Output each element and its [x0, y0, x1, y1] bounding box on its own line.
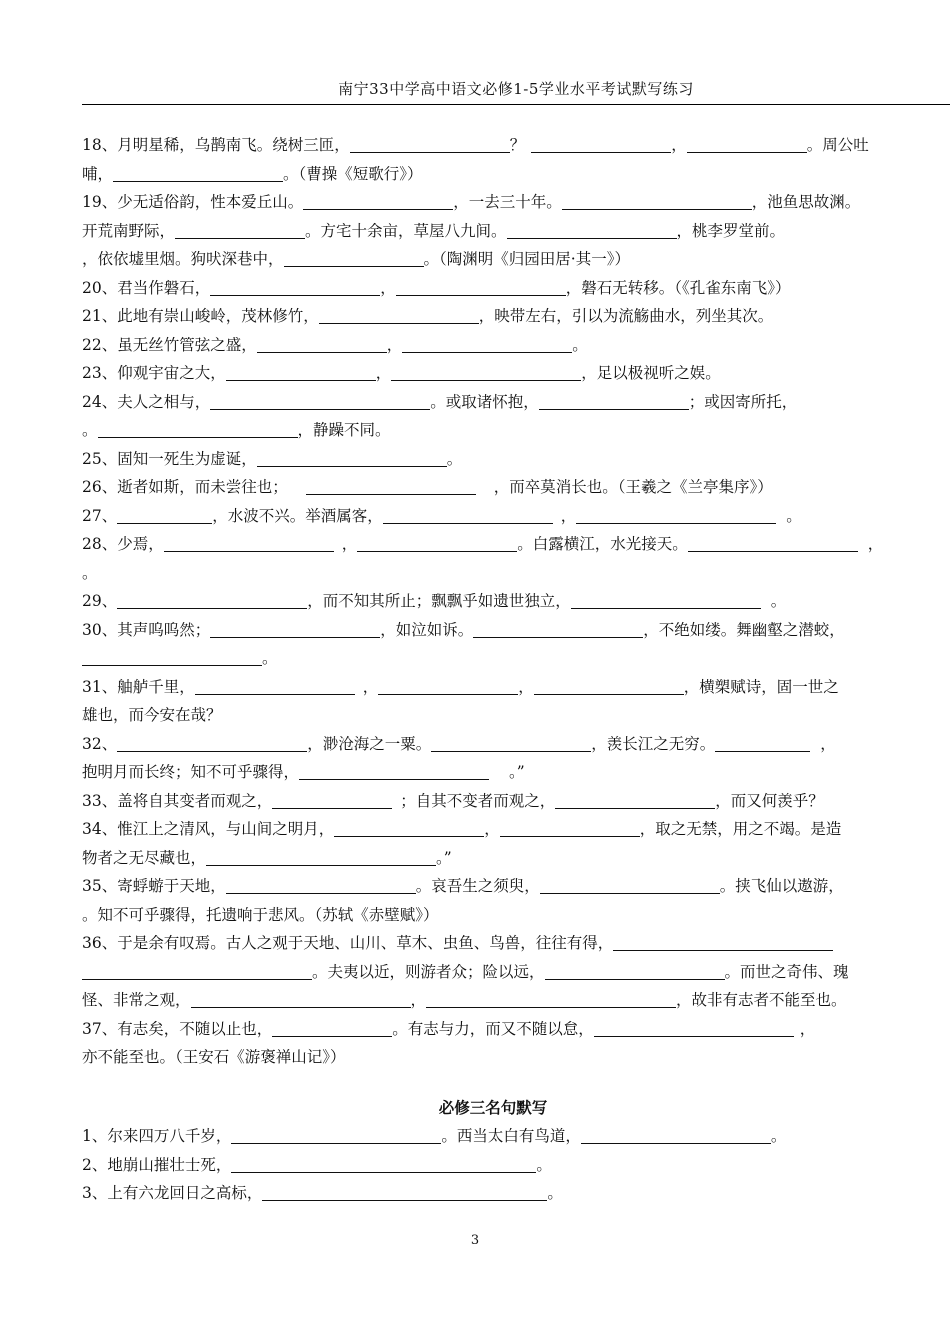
answer-blank[interactable] — [507, 220, 677, 239]
answer-blank[interactable] — [545, 961, 725, 980]
answer-blank[interactable] — [98, 419, 298, 438]
answer-blank[interactable] — [391, 362, 581, 381]
exercise-line — [82, 559, 904, 588]
line-text: ， — [867, 535, 884, 553]
line-text: ， — [410, 991, 427, 1009]
answer-blank[interactable] — [500, 818, 640, 837]
line-text: 23、仰观宇宙之大， — [82, 364, 226, 382]
line-text: 。知不可乎骤得，托遗响于悲风。（苏轼《赤壁赋》） — [82, 905, 439, 924]
answer-blank[interactable] — [357, 533, 517, 552]
line-text: 。方宅十余亩，草屋八九间。 — [305, 221, 507, 240]
line-text: 开荒南野际， — [82, 221, 176, 240]
answer-blank[interactable] — [303, 191, 453, 210]
line-text: 。而世之奇伟、瑰 — [724, 962, 849, 981]
line-text: 亦不能至也。（王安石《游褒禅山记》） — [82, 1048, 346, 1066]
answer-blank[interactable] — [334, 818, 484, 837]
line-text: ，桃李罗堂前。 — [676, 221, 786, 240]
line-text: ，故非有志者不能至也。 — [676, 991, 847, 1009]
answer-blank[interactable] — [284, 248, 424, 267]
line-text: 。 — [572, 335, 588, 354]
line-text: 。 — [446, 449, 463, 468]
line-text: 22、虽无丝竹管弦之盛， — [82, 335, 257, 354]
line-text: 36、于是余有叹焉。古人之观于天地、山川、草木、虫鱼、鸟兽，往往有得， — [82, 934, 614, 952]
line-text: 。（陶渊明《归园田居·其一》） — [423, 250, 630, 268]
line-text: 30、其声呜呜然； — [82, 620, 211, 639]
exercise-line — [82, 245, 904, 274]
line-text: 27、 — [82, 506, 118, 525]
exercise-line — [82, 958, 904, 987]
line-text: ， — [820, 734, 836, 753]
line-text: ， — [362, 677, 379, 696]
exercise-line — [82, 445, 904, 474]
exercise-line — [82, 274, 904, 303]
exercise-line — [82, 815, 904, 844]
line-text: ， — [341, 535, 358, 553]
line-text: 哺， — [82, 164, 114, 183]
line-text: ；或因寄所托， — [688, 392, 798, 411]
answer-blank[interactable] — [299, 761, 489, 780]
line-text: ，而又何羡乎？ — [715, 791, 824, 810]
line-text: ， — [560, 506, 577, 525]
answer-blank[interactable] — [226, 362, 376, 381]
line-text: 20、君当作磐石， — [82, 278, 211, 297]
answer-blank[interactable] — [555, 790, 715, 809]
answer-blank[interactable] — [319, 305, 479, 324]
exercise-line — [82, 217, 904, 246]
exercise-line — [82, 473, 904, 502]
line-text: ， — [671, 136, 687, 154]
answer-blank[interactable] — [231, 1154, 536, 1173]
exercise-line — [82, 331, 904, 360]
answer-blank[interactable] — [262, 1182, 547, 1201]
header-title: 南宁33中学高中语文必修1-5学业水平考试默写练习 — [338, 80, 694, 98]
line-text: 34、惟江上之清风，与山间之明月， — [82, 820, 335, 838]
line-text: ，横槊赋诗，固一世之 — [683, 677, 839, 696]
exercise-line — [82, 616, 904, 645]
answer-blank[interactable] — [195, 676, 355, 695]
line-text: ，水波不兴。举酒属客， — [212, 506, 383, 525]
line-text: 32、 — [82, 734, 118, 753]
exercise-line — [82, 844, 904, 873]
line-text: 抱明月而长终；知不可乎骤得， — [82, 763, 300, 781]
answer-blank[interactable] — [594, 1018, 794, 1037]
answer-blank[interactable] — [534, 676, 684, 695]
line-text: ，而卒莫消长也。（王羲之《兰亭集序》） — [493, 478, 773, 496]
answer-blank[interactable] — [715, 733, 810, 752]
answer-blank[interactable] — [175, 220, 305, 239]
answer-blank[interactable] — [426, 989, 676, 1008]
line-text: ，不绝如缕。舞幽壑之潜蛟， — [643, 620, 845, 639]
answer-blank[interactable] — [117, 505, 212, 524]
answer-blank[interactable] — [113, 163, 283, 182]
answer-blank[interactable] — [383, 505, 553, 524]
answer-blank[interactable] — [539, 391, 689, 410]
exercise-content — [82, 131, 904, 1208]
line-text: 。 — [82, 421, 98, 439]
exercise-line — [82, 388, 904, 417]
answer-blank[interactable] — [82, 647, 262, 666]
line-text: ，如泣如诉。 — [380, 620, 474, 639]
line-text: 37、有志矣，不随以止也， — [82, 1019, 273, 1038]
answer-blank[interactable] — [576, 505, 776, 524]
line-text: ， — [518, 677, 534, 696]
exercise-line — [82, 929, 904, 958]
exercise-line — [82, 160, 904, 189]
line-text: 29、 — [82, 592, 118, 610]
line-text: 。 — [547, 1184, 563, 1202]
line-text: 21、此地有崇山峻岭，茂林修竹， — [82, 307, 319, 325]
line-text: ， — [386, 335, 403, 354]
answer-blank[interactable] — [164, 533, 334, 552]
exercise-line — [82, 872, 904, 901]
answer-blank[interactable] — [206, 847, 436, 866]
exercise-line — [82, 1151, 904, 1180]
line-text: 26、逝者如斯，而未尝往也； — [82, 478, 288, 496]
line-text: ， — [799, 1019, 816, 1038]
answer-blank[interactable] — [306, 476, 476, 495]
answer-blank[interactable] — [562, 191, 752, 210]
line-text: ，依依墟里烟。狗吠深巷中， — [82, 250, 284, 268]
line-text: 。 — [770, 592, 787, 610]
answer-blank[interactable] — [688, 533, 858, 552]
exercise-line — [82, 302, 904, 331]
answer-blank[interactable] — [540, 875, 720, 894]
answer-blank[interactable] — [581, 1125, 771, 1144]
line-text: ， — [380, 278, 396, 297]
line-text: 24、夫人之相与， — [82, 392, 211, 411]
exercise-line — [82, 131, 904, 160]
line-text: ，映带左右，引以为流觞曲水，列坐其次。 — [478, 307, 774, 325]
line-text: ，静躁不同。 — [297, 421, 391, 439]
line-text: 。 — [770, 1127, 787, 1145]
line-text: 。” — [436, 848, 452, 867]
line-text: 35、寄蜉蝣于天地， — [82, 877, 226, 895]
answer-blank[interactable] — [231, 1125, 441, 1144]
line-text: ，池鱼思故渊。 — [751, 193, 861, 211]
exercise-line — [82, 188, 904, 217]
exercise-line — [82, 530, 904, 559]
line-text: 。 — [82, 563, 98, 582]
exercise-line — [82, 901, 904, 930]
line-text: ，磐石无转移。（《孔雀东南飞》） — [565, 278, 791, 297]
answer-blank[interactable] — [571, 590, 761, 609]
exercise-line — [82, 416, 904, 445]
answer-blank[interactable] — [226, 875, 416, 894]
answer-blank[interactable] — [473, 619, 643, 638]
line-text: 1、尔来四万八千岁， — [82, 1127, 232, 1145]
line-text: 。 — [536, 1155, 552, 1174]
answer-blank[interactable] — [257, 448, 447, 467]
answer-blank[interactable] — [210, 277, 380, 296]
answer-blank[interactable] — [272, 790, 392, 809]
line-text: 。西当太白有鸟道， — [441, 1127, 581, 1145]
line-text: 。” — [509, 763, 525, 781]
line-text: ；自其不变者而观之， — [400, 791, 556, 810]
line-text: 物者之无尽藏也， — [82, 848, 207, 867]
exercise-line — [82, 1122, 904, 1151]
exercise-line — [82, 1015, 904, 1044]
page-header — [82, 76, 950, 105]
answer-blank[interactable] — [117, 590, 307, 609]
answer-blank[interactable] — [210, 391, 430, 410]
exercise-line — [82, 1043, 904, 1072]
line-text: ，而不知其所止；飘飘乎如遗世独立， — [307, 592, 571, 610]
line-text: 怪、非常之观， — [82, 991, 191, 1009]
exercise-line — [82, 730, 904, 759]
answer-blank[interactable] — [117, 733, 307, 752]
exercise-line — [82, 1179, 904, 1208]
answer-blank[interactable] — [191, 989, 411, 1008]
exercise-line — [82, 701, 904, 730]
exercise-line — [82, 587, 904, 616]
answer-blank[interactable] — [210, 619, 380, 638]
line-text: 雄也，而今安在哉？ — [82, 706, 222, 724]
exercise-line — [82, 644, 904, 673]
line-text: ？ — [509, 136, 526, 154]
line-text: 。白露横江，水光接天。 — [517, 535, 688, 553]
line-text: 19、少无适俗韵，性本爱丘山。 — [82, 193, 304, 211]
line-text: 31、舳舻千里， — [82, 677, 195, 696]
line-text: 。或取诸怀抱， — [430, 392, 539, 411]
line-text: 。（曹操《短歌行》） — [283, 164, 423, 183]
line-text: ，足以极视听之娱。 — [581, 364, 721, 382]
line-text: ， — [484, 820, 500, 838]
section-title: 必修三名句默写 — [438, 1097, 548, 1117]
exercise-line — [82, 673, 904, 702]
line-text: 。挟飞仙以遨游， — [719, 877, 844, 895]
line-text: 25、固知一死生为虚诞， — [82, 449, 257, 468]
answer-blank[interactable] — [350, 134, 510, 153]
line-text: 。有志与力，而又不随以怠， — [392, 1019, 594, 1038]
answer-blank[interactable] — [257, 334, 387, 353]
page-number: 3 — [470, 1233, 480, 1248]
exercise-line — [82, 986, 904, 1015]
line-text: 。夫夷以近，则游者众；险以远， — [312, 962, 545, 981]
line-text: ，取之无禁，用之不竭。是造 — [639, 820, 842, 838]
exercise-line — [82, 359, 904, 388]
line-text: 。周公吐 — [806, 136, 869, 154]
answer-blank[interactable] — [272, 1018, 392, 1037]
answer-blank[interactable] — [82, 961, 312, 980]
answer-blank[interactable] — [431, 733, 591, 752]
answer-blank[interactable] — [396, 277, 566, 296]
line-text: ， — [375, 364, 392, 382]
exercise-line — [82, 502, 904, 531]
line-text: 18、月明星稀，乌鹊南飞。绕树三匝， — [82, 136, 350, 154]
line-text: ，渺沧海之一粟。 — [307, 734, 432, 753]
exercise-line — [82, 758, 904, 787]
answer-blank[interactable] — [687, 134, 807, 153]
line-text: ，羡长江之无穷。 — [591, 734, 716, 753]
line-text: 。哀吾生之须臾， — [415, 877, 540, 895]
line-text: ，一去三十年。 — [453, 193, 562, 211]
line-text: 。 — [262, 649, 278, 667]
answer-blank[interactable] — [378, 676, 518, 695]
line-text: 2、地崩山摧壮士死， — [82, 1155, 232, 1174]
line-text: 33、盖将自其变者而观之， — [82, 791, 273, 810]
exercise-line — [82, 787, 904, 816]
answer-blank[interactable] — [613, 932, 833, 951]
answer-blank[interactable] — [531, 134, 671, 153]
line-text: 3、上有六龙回日之高标， — [82, 1184, 263, 1202]
line-text: 28、少焉， — [82, 535, 164, 553]
answer-blank[interactable] — [402, 334, 572, 353]
line-text: 。 — [786, 506, 802, 525]
